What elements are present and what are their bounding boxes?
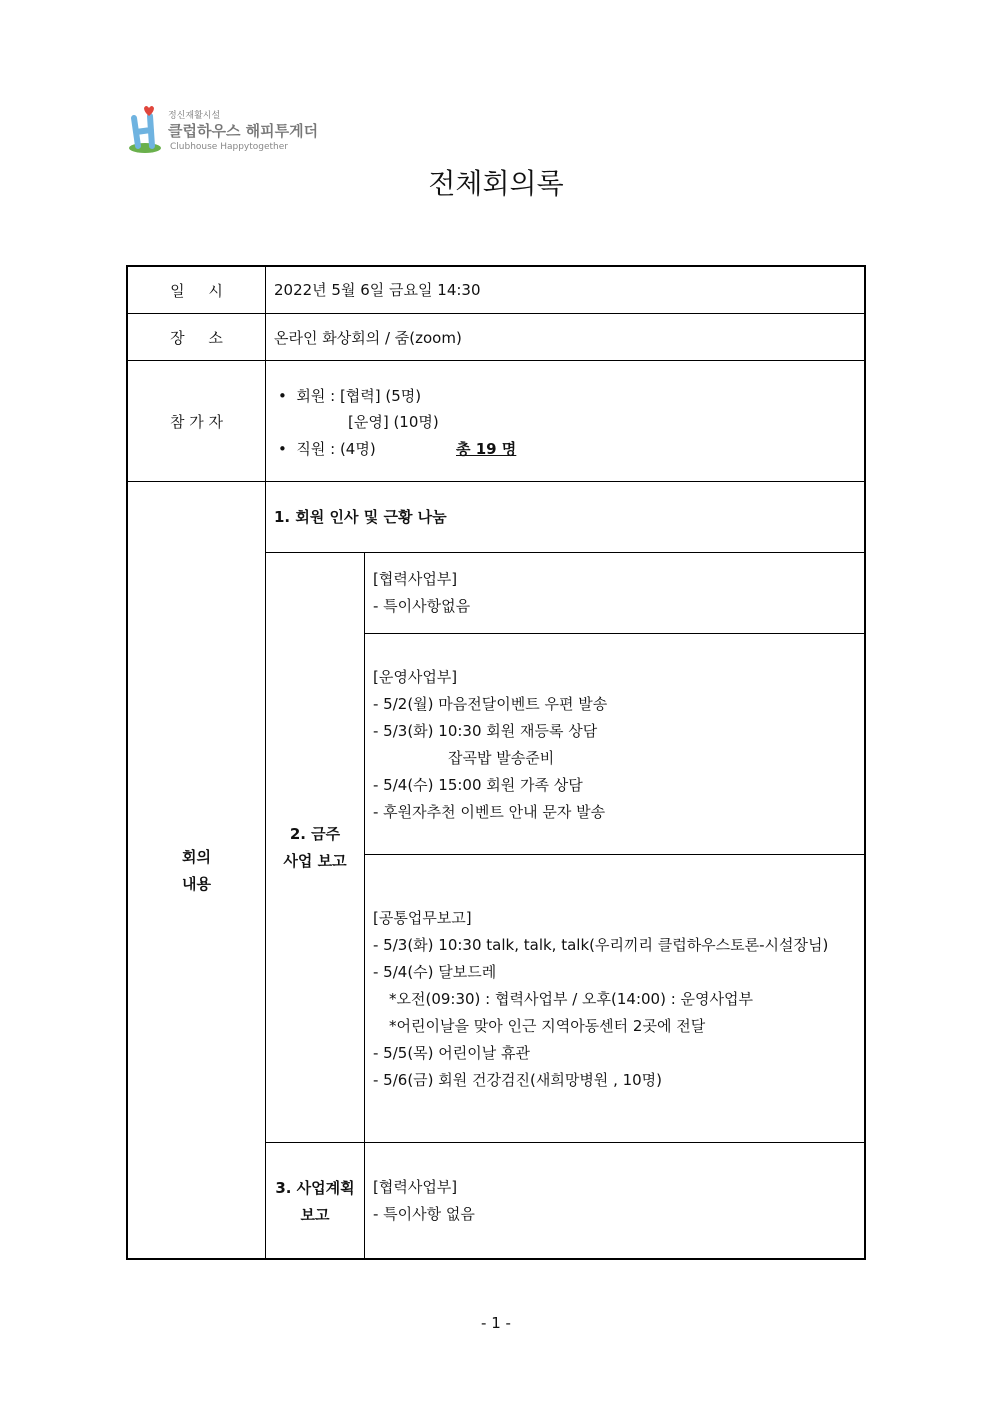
content-label: 회의 내용 [127,481,266,1260]
total-attendees: 총 19 명 [456,440,517,458]
item3-label: 3. 사업계획 보고 [265,1142,365,1260]
attendees-label: 참 가 자 [127,360,266,482]
logo: 정신재활시설 클럽하우스 해피투게더 Clubhouse Happytogether [128,104,328,156]
plan-report: [협력사업부] - 특이사항 없음 [364,1142,865,1260]
date-value: 2022년 5월 6일 금요일 14:30 [265,266,865,314]
item1-heading: 1. 회원 인사 및 근황 나눔 [265,481,865,553]
page-number: - 1 - [481,1314,511,1332]
page-title: 전체회의록 [428,167,564,200]
item2-label: 2. 금주 사업 보고 [265,552,365,1143]
ops-report: [운영사업부] - 5/2(월) 마음전달이벤트 우편 발송 - 5/3(화) 10:30 회원 재등록 상담 잡곡밥 발송준비 - 5/4(수) 15:00 회원 가족 상담 - 후원자추천 이벤트 안내 문자 발송 [364,633,865,855]
place-label: 장 소 [127,313,266,361]
coop-report: [협력사업부] - 특이사항없음 [364,552,865,634]
attendees-value: • 회원 : [협력] (5명) [운영] (10명) • 직원 : (4명) 총 19 명 [265,360,865,482]
place-value: 온라인 화상회의 / 줌(zoom) [265,313,865,361]
date-label: 일 시 [127,266,266,314]
common-report: [공통업무보고] - 5/3(화) 10:30 talk, talk, talk(우리끼리 클럽하우스토론-시설장님) - 5/4(수) 달보드레 *오전(09:30) : 협력사업부 / 오후(14:00) : 운영사업부 *어린이날을 맞아 인근 지역아동센터 2곳에 전달 - 5/5(목) 어린이날 휴관 - 5/6(금) 회원 건강검진(새희망병원 , 10명) [364,854,865,1143]
logo-h-icon [128,104,164,154]
